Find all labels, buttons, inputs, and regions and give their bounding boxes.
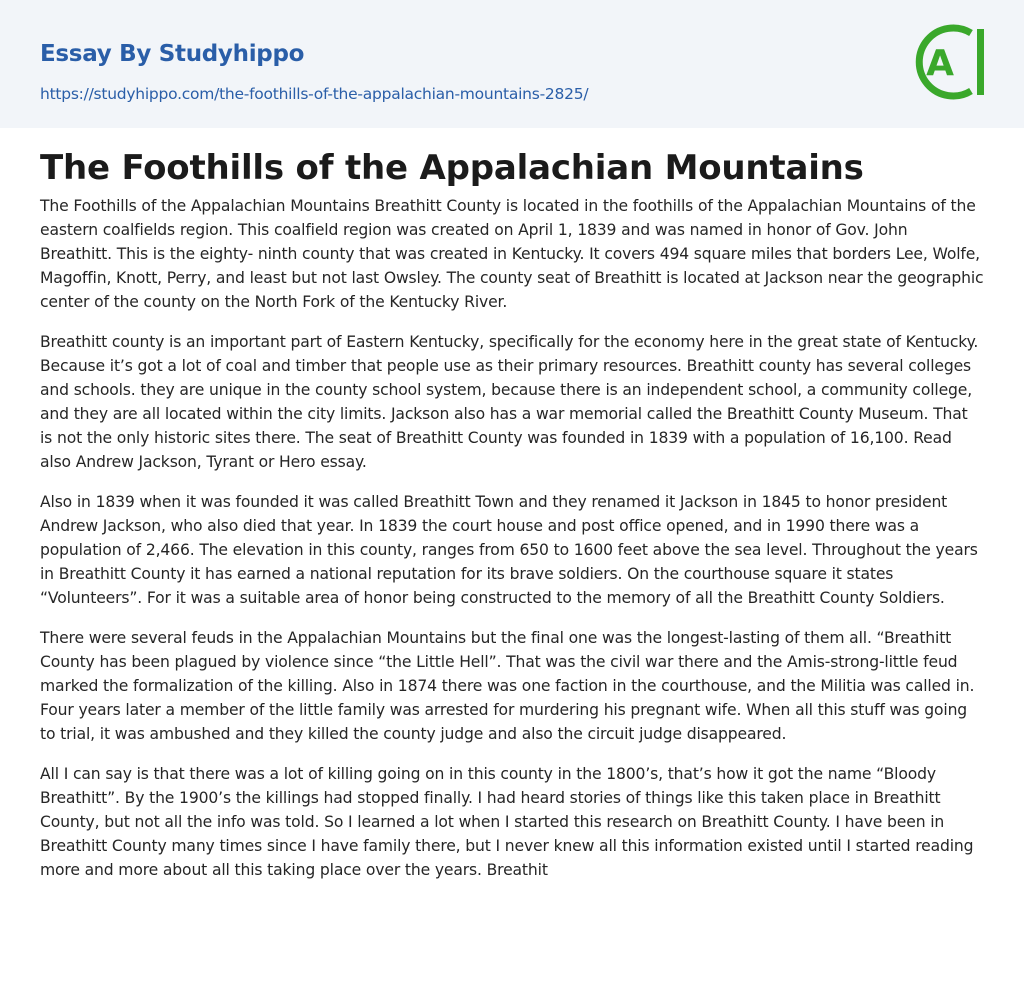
paragraph-5: All I can say is that there was a lot of killing going on in this county in the 1800’s, that’s how it got the name “Bloody Breathitt”. By the 1900’s the killings had stopped finally. I had heard stories of things like this taken place in Breathitt County, but not all the info was told. So I learned a lot when I started this research on Breathitt County. I have been in Breathitt County many times since I have family there, but I never knew all this information existed until I started reading more and more about all this taking place over the years. Breathit: [40, 765, 974, 879]
paragraph-3: Also in 1839 when it was founded it was called Breathitt Town and they renamed it Jackson in 1845 to honor president Andrew Jackson, who also died that year. In 1839 the court house and post office opened, and in 1990 there was a population of 2,466. The elevation in this county, ranges from 650 to 1600 feet above the sea level. Throughout the years in Breathitt County it has earned a national reputation for its brave soldiers. On the courthouse square it states “Volunteers”. For it was a suitable area of honor being constructed to the memory of all the Breathitt County Soldiers.: [40, 493, 978, 607]
source-url-link[interactable]: https://studyhippo.com/the-foothills-of-the-appalachian-mountains-2825/: [40, 85, 589, 103]
page-title: The Foothills of the Appalachian Mountains: [40, 148, 864, 188]
brand-title[interactable]: Essay By Studyhippo: [40, 41, 305, 67]
paragraph-2: Breathitt county is an important part of Eastern Kentucky, specifically for the economy here in the great state of Kentucky. Because it’s got a lot of coal and timber that people use as their primary resources. Breathitt county has several colleges and schools. they are unique in the county school system, because there is an independent school, a community college, and they are all located within the city limits. Jackson also has a war memorial called the Breathitt County Museum. That is not the only historic sites there. The seat of Breathitt County was founded in 1839 with a population of 16,100. Read also Andrew Jackson, Tyrant or Hero essay.: [40, 333, 979, 471]
paragraph-1: The Foothills of the Appalachian Mountains Breathitt County is located in the foothills of the Appalachian Mountains of the eastern coalfields region. This coalfield region was created on April 1, 1839 and was named in honor of Gov. John Breathitt. This is the eighty- ninth county that was created in Kentucky. It covers 494 square miles that borders Lee, Wolfe, Magoffin, Knott, Perry, and least but not last Owsley. The county seat of Breathitt is located at Jackson near the geographic center of the county on the North Fork of the Kentucky River.: [40, 197, 984, 311]
paragraph-4: There were several feuds in the Appalachian Mountains but the final one was the longest-lasting of them all. “Breathitt County has been plagued by violence since “the Little Hell”. That was the civil war there and the Amis-strong-little feud marked the formalization of the killing. Also in 1874 there was one faction in the courthouse, and the Militia was called in. Four years later a member of the little family was arrested for murdering his pregnant wife. When all this stuff was going to trial, it was ambushed and they killed the county judge and also the circuit judge disappeared.: [40, 629, 975, 743]
logo-letter: A: [926, 43, 954, 84]
